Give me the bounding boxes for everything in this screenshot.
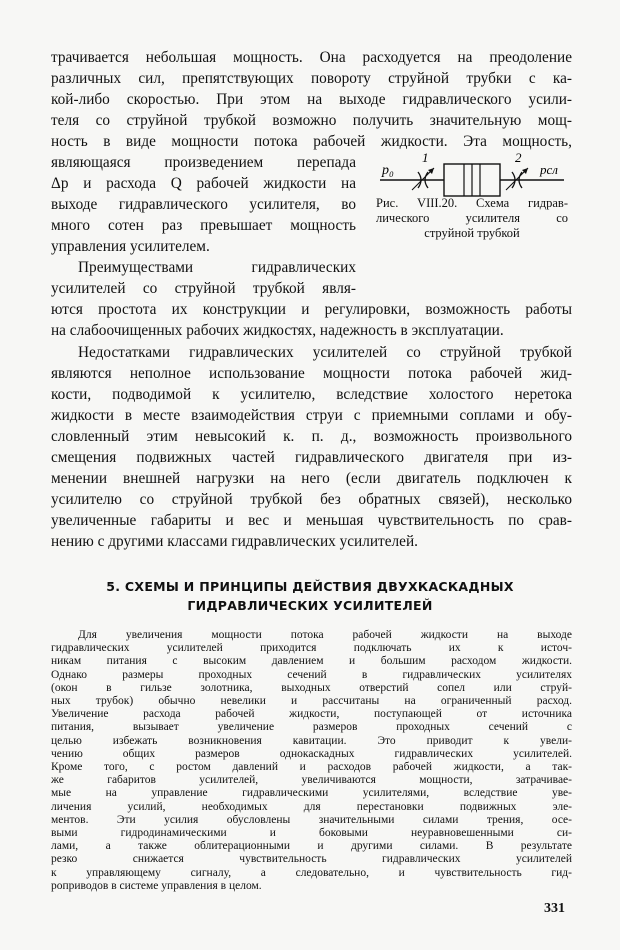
text-line: Δp и расхода Q рабочей жидкости на (51, 175, 356, 192)
text-line: смещения подвижных частей гидравлического двигателя при из- (51, 449, 572, 466)
text-line: лами, а также облитерационными и другими силами. В результате (51, 840, 572, 853)
label-2: 2 (515, 150, 522, 165)
text-line: жидкости в месте взаимодействия струи с приемными соплами и обу- (51, 407, 572, 424)
section-heading-line-2: ГИДРАВЛИЧЕСКИХ УСИЛИТЕЛЕЙ (187, 598, 433, 613)
text-line: мые на управление гидравлическими усилителями, вследствие уве- (51, 787, 572, 800)
text-line: кой-либо скоростью. При этом на выходе гидравлического усили- (51, 91, 572, 108)
text-line: усилителю со струйной трубкой без обратных связей), несколько (51, 491, 572, 508)
text-line: трачивается небольшая мощность. Она расходуется на преодоление (51, 49, 572, 66)
text-line: увеличенные габариты и вес и меньшая чувствительность по срав- (51, 512, 572, 529)
text-line: ность в виде мощности потока рабочей жидкости. Эта мощность, (51, 133, 572, 150)
caption-line: струйной трубкой (424, 226, 520, 240)
text-line: резко снижается чувствительность гидравлических усилителей (51, 853, 572, 866)
text-line: к управляющему сигналу, а следовательно, и чувствительность гид- (51, 866, 572, 879)
text-line: кости, подводимой к усилителю, вследствие холостого неретока (51, 386, 572, 403)
text-line: различных сил, препятствующих повороту струйной трубки с ка- (51, 70, 572, 87)
text-line: никам питания с высоким давлением и большим расходом жидкости. (51, 655, 572, 668)
text-line: личения усилий, необходимых для перестановки подвижных эле- (51, 800, 572, 813)
text-line: Для увеличения мощности потока рабочей жидкости на выходе (78, 629, 572, 641)
text-line: Преимуществами гидравлических (78, 259, 356, 276)
text-line: питания, вызывает увеличение размеров проходных сечений с (51, 721, 572, 734)
caption-line: лического усилителя со (376, 211, 568, 225)
text-line: Увеличение расхода рабочей жидкости, поступающей от источника (51, 708, 572, 721)
figure-caption (372, 196, 572, 241)
text-line: управления усилителем. (51, 238, 210, 255)
text-line: (окон в гильзе золотника, выходных отверстий сопел или струй- (51, 681, 572, 694)
text-line: нению с другими классами гидравлических усилителей. (51, 533, 418, 550)
text-line: гидравлических усилителей приходится подключать их к источ- (51, 642, 572, 655)
text-line: Однако размеры проходных сечений в гидравлических усилителях (51, 668, 572, 681)
text-line: ются простота их конструкции и регулировки, возможность работы (51, 301, 572, 318)
text-line: ментов. Эти усилия обусловлены значительными силами трения, осе- (51, 813, 572, 826)
text-line: целью избежать возникновения кавитации. Это приводит к увели- (51, 734, 572, 747)
text-line: Недостатками гидравлических усилителей со струйной трубкой (78, 344, 572, 361)
text-line: много сотен раз превышает мощность (51, 217, 356, 234)
text-line: же габаритов усилителей, увеличиваются мощности, затрачивае- (51, 774, 572, 787)
text-line: роприводов в системе управления в целом. (51, 879, 262, 892)
hydraulic-amplifier-diagram (372, 142, 572, 200)
section-heading-line-1: 5. СХЕМЫ И ПРИНЦИПЫ ДЕЙСТВИЯ ДВУХКАСКАДНЫХ (106, 579, 514, 594)
text-line: менении внешней нагрузки на него (если двигатель подключен к (51, 470, 572, 487)
caption-line: Рис. VIII.20. Схема гидрав- (376, 196, 568, 210)
text-line: являющаяся произведением перепада (51, 154, 356, 171)
text-line: словленный этим невысокий к. п. д., возможность произвольного (51, 428, 572, 445)
text-line: выми гидродинамическими и боковыми неуравновешенными си- (51, 827, 572, 839)
figure-diagram (372, 142, 572, 200)
text-line: ных трубок) обычно невелики и рассчитаны на ограниченный расход. (51, 695, 572, 707)
text-line: являются неполное использование мощности потока рабочей жид- (51, 365, 572, 382)
text-line: чению общих размеров однокаскадных гидравлических усилителей. (51, 747, 572, 760)
text-line: усилителей со струйной трубкой явля- (51, 280, 356, 297)
text-line: на слабоочищенных рабочих жидкостях, надежность в эксплуатации. (51, 322, 504, 339)
text-line: Кроме того, с ростом давлений и расходов рабочей жидкости, а так- (51, 761, 572, 773)
text-line: теля со струйной трубкой возможно получить значительную мощ- (51, 112, 572, 129)
label-1: 1 (422, 150, 429, 165)
page-number: 331 (544, 901, 565, 916)
text-line: выходе гидравлического усилителя, во (51, 196, 356, 213)
label-pcl: pсл (540, 162, 558, 177)
label-p0: p₀ (382, 163, 394, 178)
